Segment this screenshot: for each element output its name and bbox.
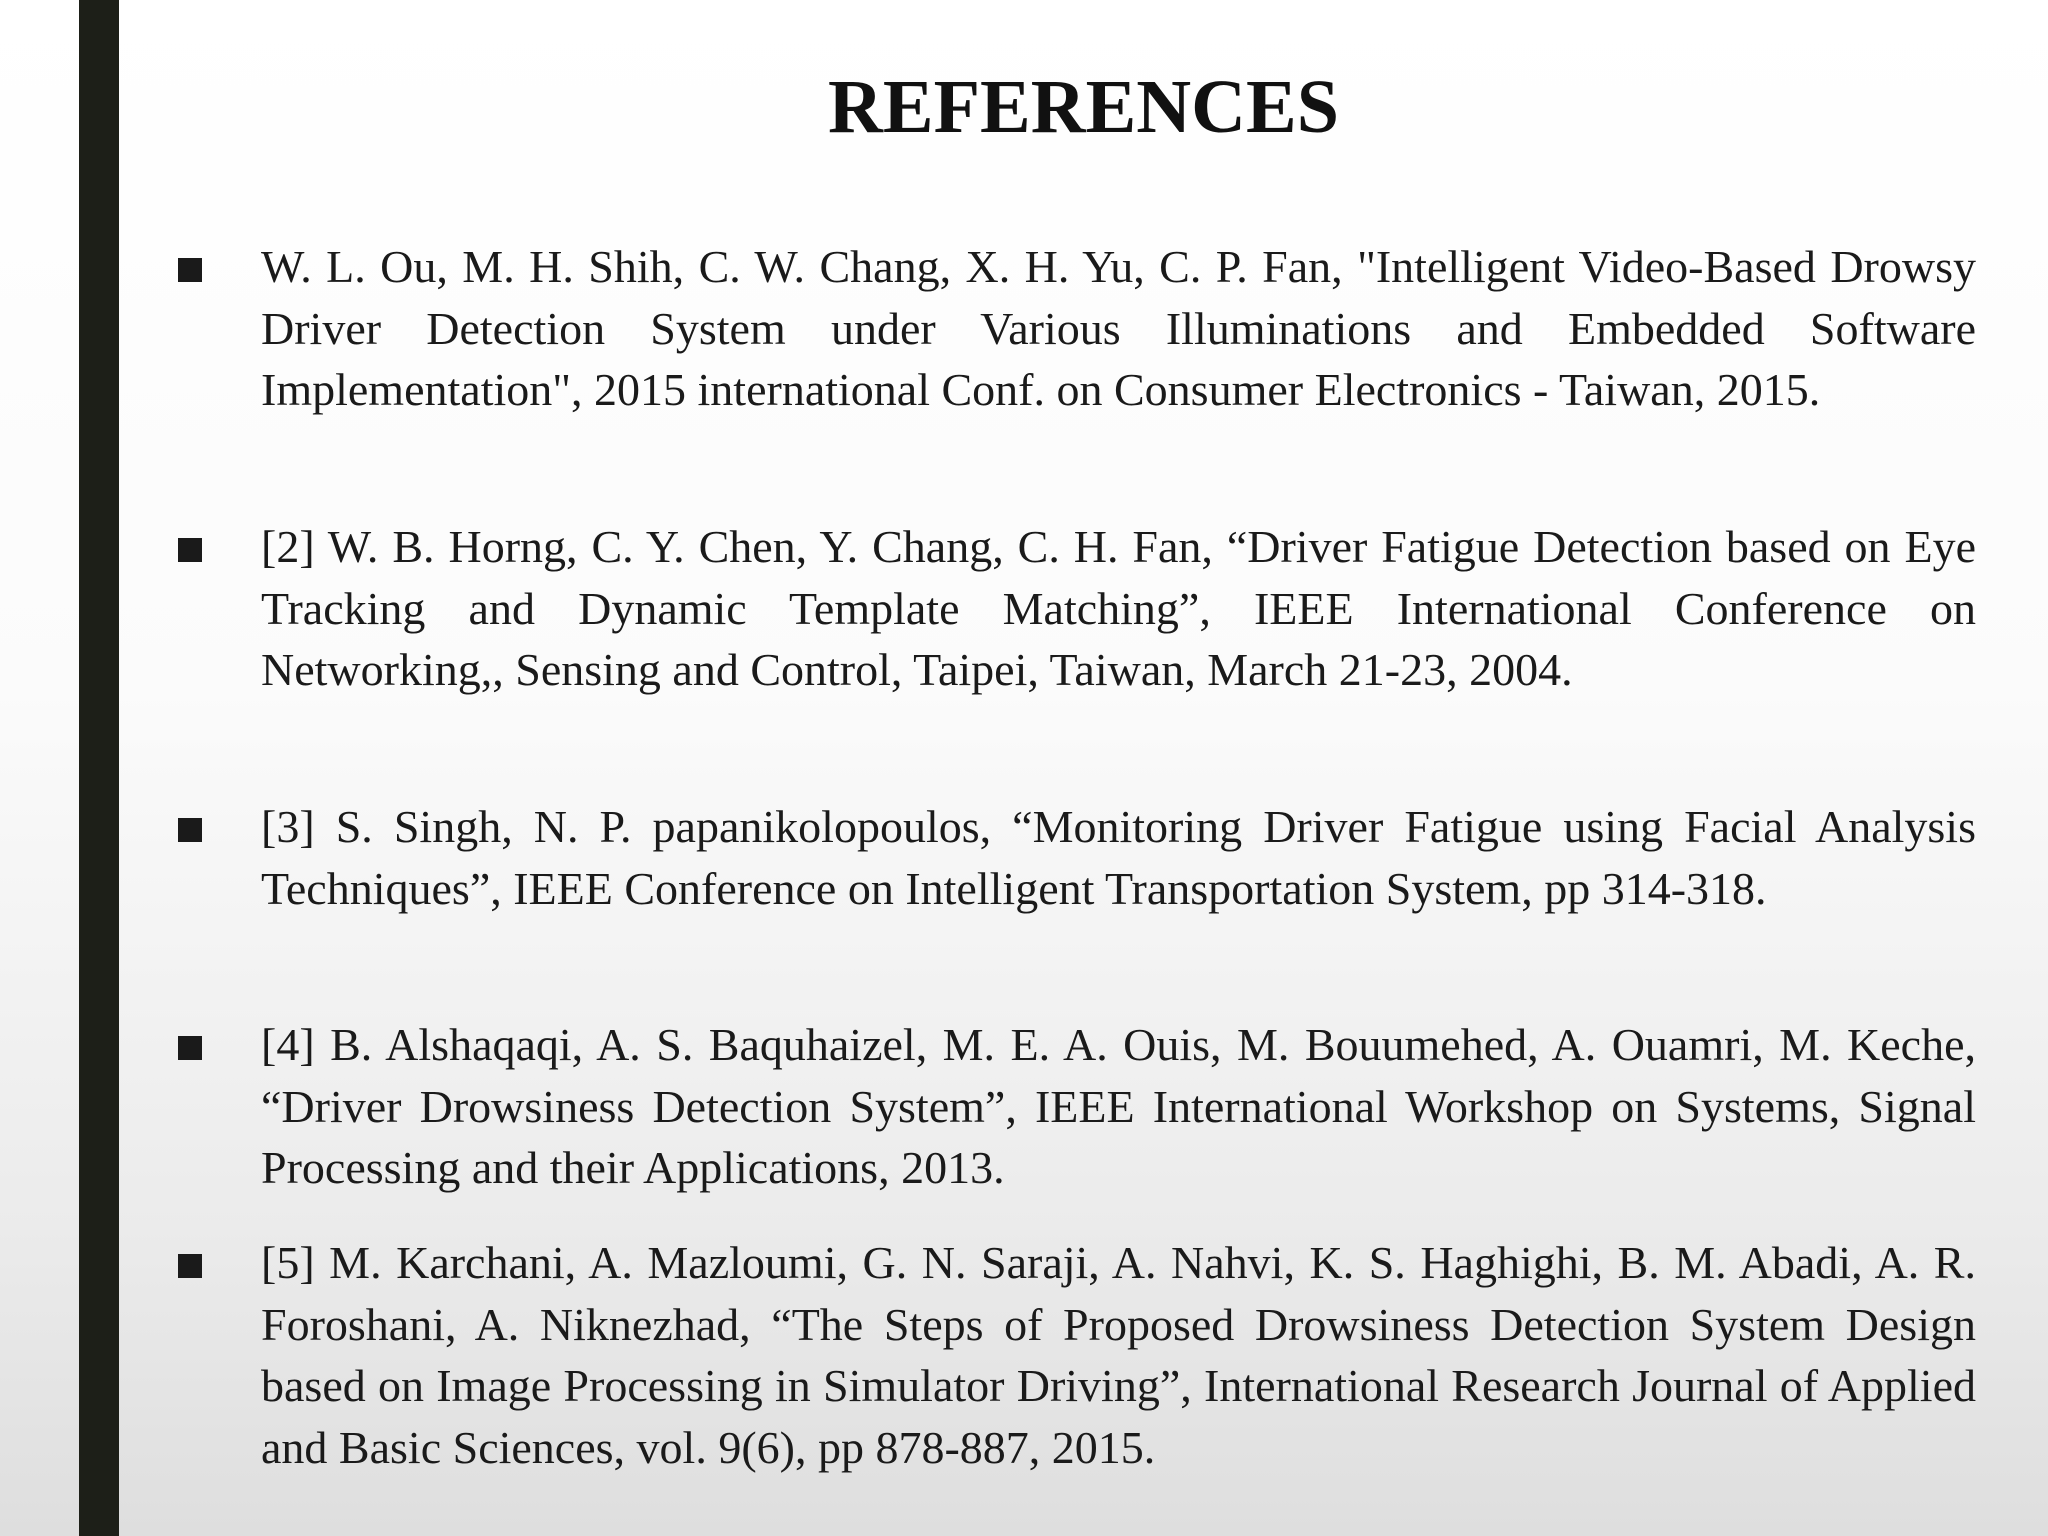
reference-text: [2] W. B. Horng, C. Y. Chen, Y. Chang, C. H. Fan, “Driver Fatigue Detection based on Eye Tracking and Dynamic Template Matching”, IEEE International Conference on Networking,, Sensing and Control, Taipei, Taiwan, March 21-23, 2004. — [261, 521, 1976, 695]
square-bullet-icon — [178, 258, 202, 282]
reference-text: W. L. Ou, M. H. Shih, C. W. Chang, X. H. Yu, C. P. Fan, "Intelligent Video-Based Drowsy Driver Detection System under Various Illuminations and Embedded Software Implementation", 2015 international Conf. on Consumer Electronics - Taiwan, 2015. — [261, 241, 1976, 415]
reference-text: [3] S. Singh, N. P. papanikolopoulos, “Monitoring Driver Fatigue using Facial Analysis Techniques”, IEEE Conference on Intelligent Transportation System, pp 314-318. — [261, 801, 1976, 914]
reference-text: [5] M. Karchani, A. Mazloumi, G. N. Saraji, A. Nahvi, K. S. Haghighi, B. M. Abadi, A. R. Foroshani, A. Niknezhad, “The Steps of Proposed Drowsiness Detection System Design based on Image Processing in Simulator Driving”, International Research Journal of Applied and Basic Sciences, vol. 9(6), pp 878-887, 2015. — [261, 1237, 1976, 1473]
square-bullet-icon — [178, 818, 202, 842]
reference-text: [4] B. Alshaqaqi, A. S. Baquhaizel, M. E. A. Ouis, M. Bouumehed, A. Ouamri, M. Keche, “Driver Drowsiness Detection System”, IEEE International Workshop on Systems, Signal Processing and their Applications, 2013. — [261, 1019, 1976, 1193]
square-bullet-icon — [178, 538, 202, 562]
square-bullet-icon — [178, 1254, 202, 1278]
slide-title: REFERENCES — [828, 65, 1339, 149]
square-bullet-icon — [178, 1036, 202, 1060]
